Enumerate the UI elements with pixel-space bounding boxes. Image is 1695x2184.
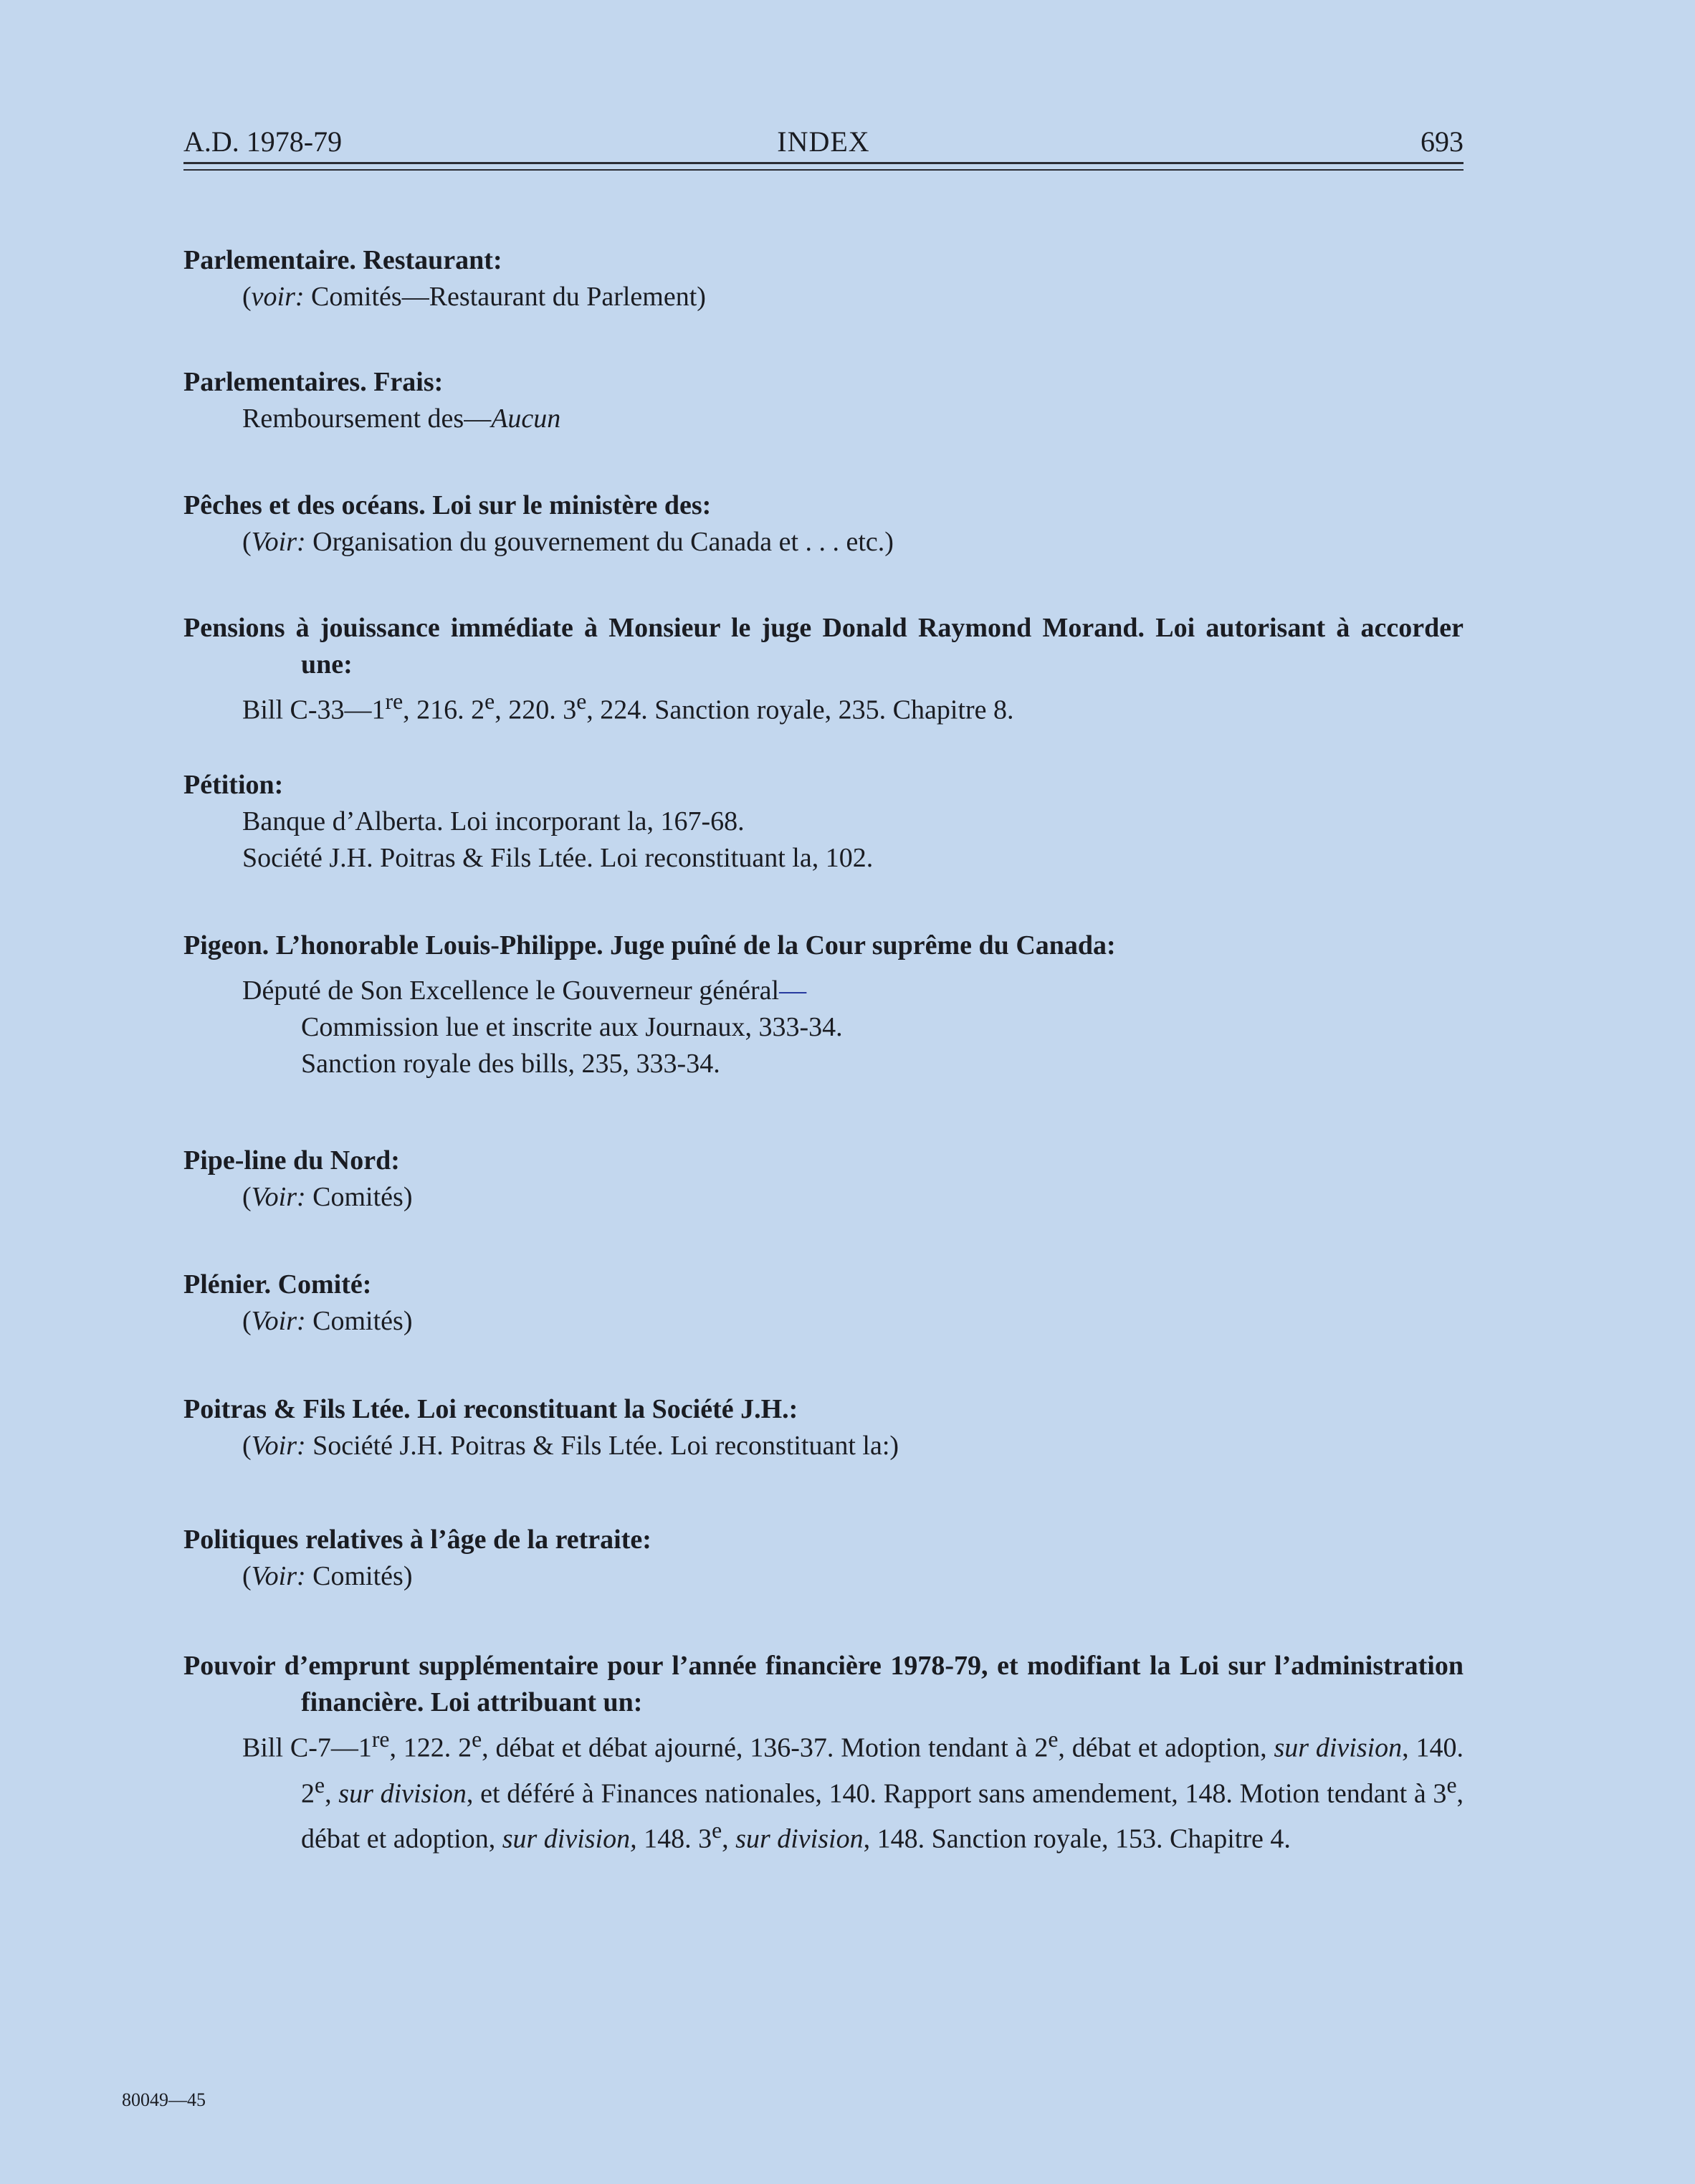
entry-subline: Bill C-33—1re, 216. 2e, 220. 3e, 224. Sanction royale, 235. Chapitre 8. bbox=[242, 689, 1014, 725]
header-year: A.D. 1978-79 bbox=[183, 125, 343, 158]
entry-heading: Politiques relatives à l’âge de la retraite: bbox=[183, 1525, 651, 1555]
entry-subline: (Voir: Comités) bbox=[242, 1182, 413, 1212]
index-entry bbox=[183, 928, 1464, 1082]
entry-heading: Parlementaires. Frais: bbox=[183, 367, 444, 397]
entry-heading: Pétition: bbox=[183, 770, 284, 800]
index-entry bbox=[183, 487, 1464, 561]
entry-subline: (Voir: Société J.H. Poitras & Fils Ltée. Loi reconstituant la:) bbox=[242, 1431, 899, 1461]
page-number: 693 bbox=[1421, 125, 1464, 158]
entry-subline: (Voir: Comités) bbox=[242, 1306, 413, 1336]
entry-subline: Banque d’Alberta. Loi incorporant la, 167-68. bbox=[242, 806, 745, 836]
entry-subline: Député de Son Excellence le Gouverneur général— bbox=[242, 976, 807, 1006]
index-entry bbox=[183, 364, 1464, 437]
header-rule-bottom bbox=[183, 169, 1464, 171]
index-entry bbox=[183, 1522, 1464, 1595]
entry-subline: Remboursement des—Aucun bbox=[242, 404, 561, 434]
index-entry bbox=[183, 1267, 1464, 1340]
header-rule-top bbox=[183, 162, 1464, 164]
entry-heading: Plénier. Comité: bbox=[183, 1269, 372, 1300]
entry-heading: Pensions à jouissance immédiate à Monsieur le juge Donald Raymond Morand. Loi autorisant à accorder une: bbox=[183, 613, 1464, 679]
index-entry bbox=[183, 610, 1464, 729]
entry-heading: Pouvoir d’emprunt supplémentaire pour l’année financière 1978-79, et modifiant la Loi sur l’administration financière. Loi attribuant un: bbox=[183, 1651, 1464, 1717]
entry-subsubline: Commission lue et inscrite aux Journaux, 333-34. bbox=[301, 1012, 843, 1042]
entry-subline: (Voir: Comités) bbox=[242, 1561, 413, 1591]
entry-subline: (voir: Comités—Restaurant du Parlement) bbox=[242, 282, 706, 312]
index-entry bbox=[183, 767, 1464, 877]
entry-heading: Pigeon. L’honorable Louis-Philippe. Juge puîné de la Cour suprême du Canada: bbox=[183, 930, 1116, 960]
entry-heading: Poitras & Fils Ltée. Loi reconstituant la Société J.H.: bbox=[183, 1394, 798, 1424]
entry-subsubline: Sanction royale des bills, 235, 333-34. bbox=[301, 1049, 720, 1079]
index-entry bbox=[183, 1391, 1464, 1464]
entry-heading: Parlementaire. Restaurant: bbox=[183, 245, 502, 275]
header-title: INDEX bbox=[777, 125, 870, 158]
entry-subline: Société J.H. Poitras & Fils Ltée. Loi reconstituant la, 102. bbox=[242, 843, 874, 873]
entry-heading: Pêches et des océans. Loi sur le ministère des: bbox=[183, 490, 712, 520]
index-entry bbox=[183, 1143, 1464, 1216]
print-code: 80049—45 bbox=[122, 2089, 206, 2110]
entry-subline: (Voir: Organisation du gouvernement du Canada et . . . etc.) bbox=[242, 527, 894, 557]
index-entry bbox=[183, 242, 1464, 315]
index-entry bbox=[183, 1648, 1464, 1858]
running-header bbox=[183, 122, 1464, 162]
entry-subline: Bill C-7—1re, 122. 2e, débat et débat ajourné, 136-37. Motion tendant à 2e, débat et adoption, sur division, 140. 2e, sur division, et déféré à Finances nationales, 140. Rapport sans amendement, 148. Motion tendant à 3e, débat et adoption, sur division, 148. 3e, sur division, 148. Sanction royale, 153. Chapitre 4. bbox=[242, 1727, 1464, 1854]
entry-heading: Pipe-line du Nord: bbox=[183, 1145, 400, 1176]
